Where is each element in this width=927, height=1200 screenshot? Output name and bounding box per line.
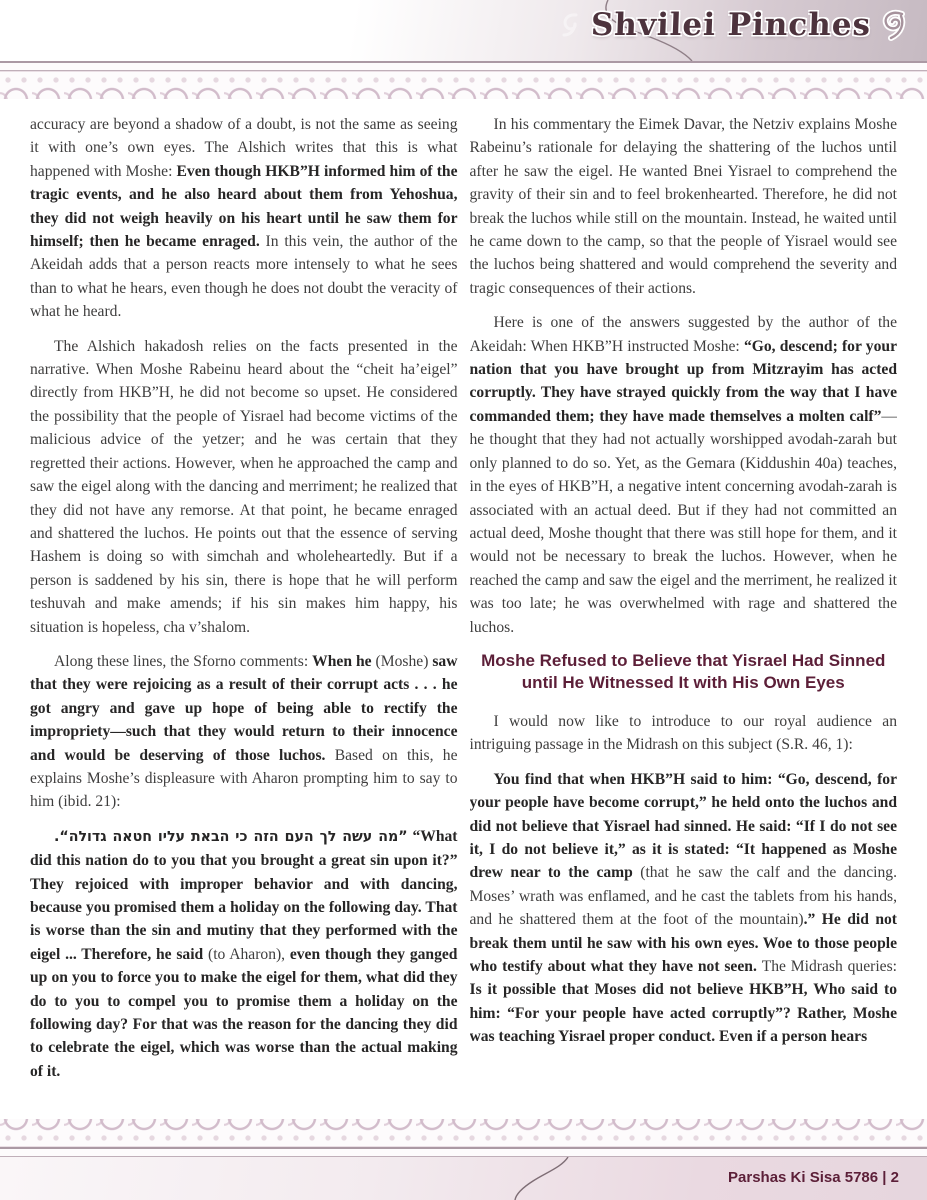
text-run: “Go, descend; for your nation that you have brought up from Mitzrayim has acted corruptly. They have strayed quickly from the way that I have commanded them; they have made themselves a molten calf” (469, 337, 897, 425)
left-column (30, 113, 458, 1129)
lace-border-bottom (0, 1119, 927, 1147)
text-run: even though they ganged up on you to force you to make the eigel for them, what did they do to you to compel you to promise them a holiday on the following day? For that was the reason for the dancing they did to celebrate the eigel, which was worse than the actual making of it. (30, 945, 458, 1080)
text-run: (that he saw the calf and the dancing. Moses’ wrath was enflamed, and he cast the tablets from his hands, and he shattered them at the foot of the mountain) (469, 864, 897, 929)
paragraph (470, 768, 898, 1049)
text-run: Here is one of the answers suggested by the author of the Akeidah: When HKB”H instructed Moshe: (469, 314, 897, 355)
decorative-curve-icon (500, 1157, 580, 1200)
header-divider (0, 61, 927, 71)
text-run: You find that when HKB”H said to him: “Go, descend, for your people have become corrupt,” he held onto the luchos and did not believe that Yisrael had sinned. He said: “If I do not see it, I do not believe it,” as it is stated: “It happened as Moshe drew near to the camp (469, 770, 897, 882)
paragraph (30, 335, 458, 639)
text-run: In this vein, the author of the Akeidah adds that a person reacts more intensely to what he sees than to what he hears, even though he does not doubt the veracity of what he heard. (30, 233, 458, 321)
text-run: Even though HKB”H informed him of the tragic events, and he also heard about them from Yehoshua, they did not weigh heavily on his heart until he saw them for himself; then he became enraged. (30, 162, 458, 251)
text-run: (Moshe) (371, 652, 433, 670)
section-heading: Moshe Refused to Believe that Yisrael Had Sinned until He Witnessed It with His Own Eyes (481, 650, 886, 692)
page-number-label: Parshas Ki Sisa 5786 | 2 (728, 1169, 899, 1186)
page-title: Shvilei Pinches (590, 7, 872, 43)
text-run: Based on this, he explains Moshe’s displeasure with Aharon prompting him to say to him (ibid. 21): (30, 746, 458, 811)
text-run: .” He did not break them until he saw with his own eyes. Woe to those people who testify about what they have not seen. (469, 911, 897, 975)
text-run: The Midrash queries: (761, 958, 897, 975)
page-header (0, 0, 927, 99)
text-run: accuracy are beyond a shadow of a doubt, is not the same as seeing it with one’s own eyes. The Alshich writes that this is what happened with Moshe: (30, 116, 458, 180)
text-run: In his commentary the Eimek Davar, the Netziv explains Moshe Rabeinu’s rationale for delaying the shattering of the luchos until after he saw the eigel. He wanted Bnei Yisrael to comprehend the gravity of their sin and to feel brokenhearted. Therefore, he did not break the luchos while still on the mountain. Instead, he waited until he came down to the camp, so that the people of Yisrael would see the luchos being shattered and would comprehend the severity and tragic consequences of their actions. (469, 116, 897, 297)
text-run: When he (312, 652, 372, 670)
article-body (0, 99, 927, 1129)
right-column (470, 113, 898, 1129)
text-run: saw that they were rejoicing as a result of their corrupt acts . . . he got angry and gave up hope of being able to rectify the impropriety—such that they would return to their innocence and would be deserving of those luchos. (30, 652, 458, 764)
text-run: I would now like to introduce to our royal audience an intriguing passage in the Midrash on this subject (S.R. 46, 1): (469, 712, 897, 754)
paragraph (470, 311, 898, 639)
lace-border-top (0, 71, 927, 99)
paragraph (470, 113, 898, 300)
paragraph (30, 825, 458, 1083)
paragraph (30, 113, 458, 324)
hebrew-text-run: ”מה עשה לך העם הזה כי הבאת עליו חטאה גדולה“. (54, 828, 408, 845)
footer-divider (0, 1147, 927, 1157)
text-run: “What did this nation do to you that you brought a great sin upon it?” They rejoiced with improper behavior and with dancing, because you promised them a holiday on the following day. That is worse than the sin and mutiny that they performed with the eigel ... Therefore, he said (30, 827, 458, 963)
text-run: —he thought that they had not actually worshipped avodah-zarah but only planned to do so. Yet, as the Gemara (Kiddushin 40a) teaches, in the eyes of HKB”H, a negative intent concerning avodah-zarah is associated with an actual deed. But if they had not committed an actual deed, Moshe thought that there was still hope for them, and it would not be necessary to break the luchos. However, when he reached the camp and saw the eigel and the merriment, he realized it was too late; he was overwhelmed with rage and shattered the luchos. (469, 407, 897, 636)
swirl-ornament-icon (881, 9, 909, 41)
header-band (0, 0, 927, 61)
paragraph (30, 650, 458, 814)
text-run: Is it possible that Moses did not believe HKB”H, Who said to him: “For your people have acted corruptly”? Rather, Moshe was teaching Yisrael proper conduct. Even if a person hears (469, 981, 897, 1046)
page-footer (0, 1119, 927, 1200)
paragraph (470, 710, 898, 757)
footer-band (0, 1157, 927, 1200)
text-run: Along these lines, the Sforno comments: (54, 652, 313, 670)
text-run: The Alshich hakadosh relies on the facts presented in the narrative. When Moshe Rabeinu heard about the “cheit ha’eigel” directly from HKB”H, he did not become so upset. He considered the possibility that the people of Yisrael had become victims of the malicious advice of the yetzer; and he was certain that they regretted their actions. However, when he approached the camp and saw the eigel along with the dancing and merriment; he realized that they did not have any remorse. At that point, he became enraged and shattered the luchos. He points out that the essence of serving Hashem is doing so with simchah and wholeheartedly. But if a person is saddened by his sin, there is hope that he will perform teshuvah and make amends; if his sin makes him happy, his situation is hopeless, cha v’shalom. (30, 337, 458, 636)
masthead (561, 7, 909, 43)
text-run: (to Aharon), (208, 945, 290, 963)
faint-ornament-icon (561, 12, 581, 38)
